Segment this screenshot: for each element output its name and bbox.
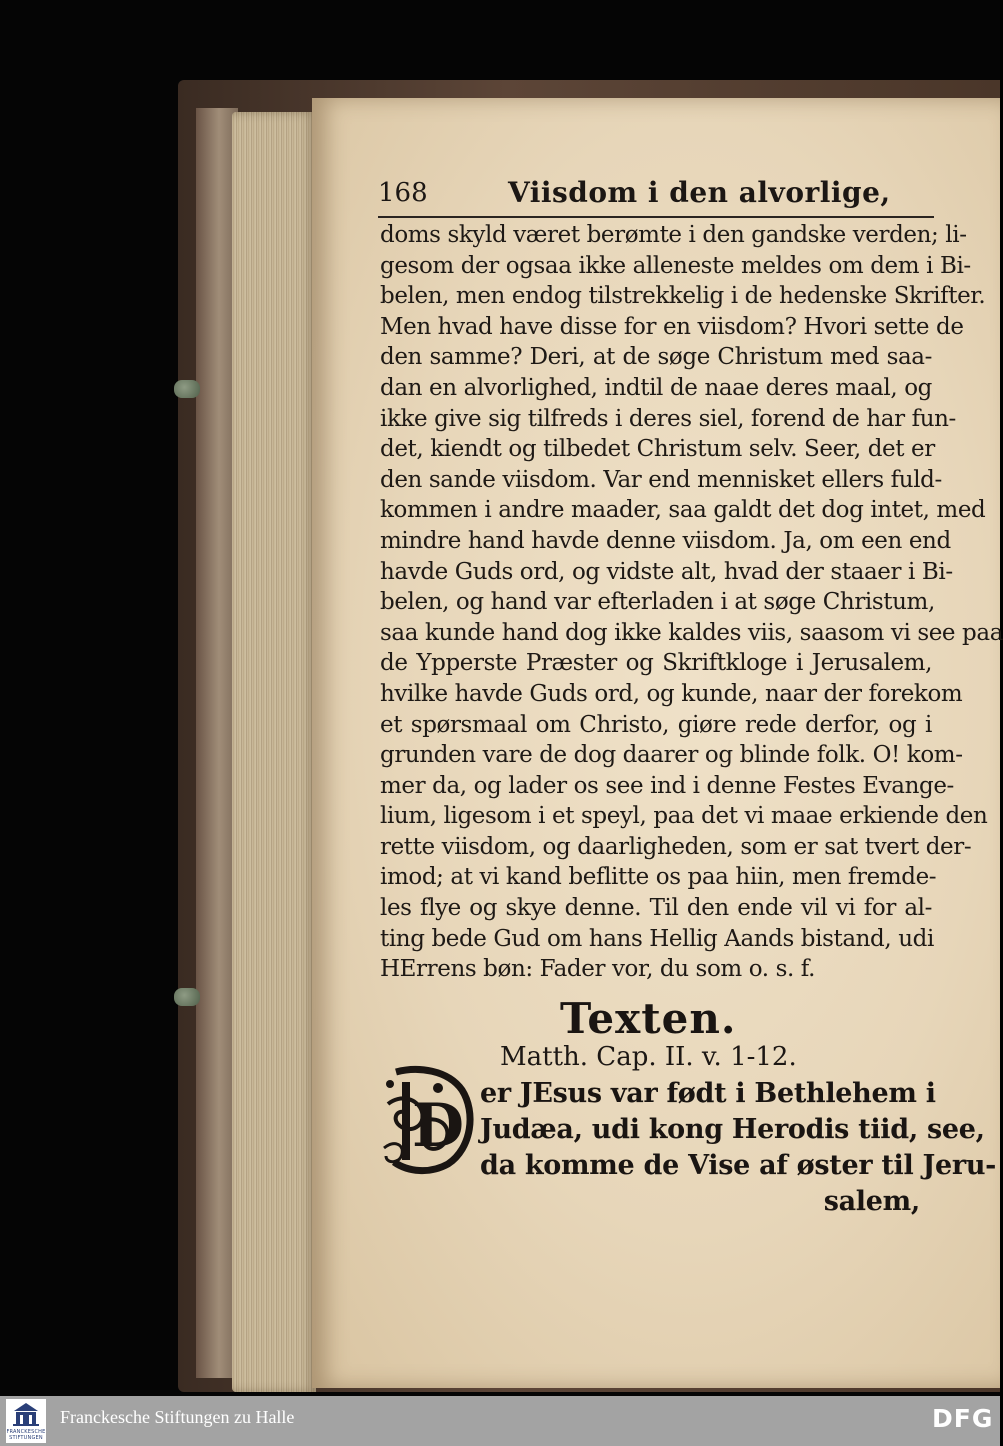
text-line: ikke give sig tilfreds i deres siel, forend de har fun- <box>380 405 956 432</box>
logo-text: STIFTUNGEN <box>9 1435 43 1441</box>
page-number: 168 <box>378 178 428 208</box>
page-edges <box>232 112 316 1392</box>
clasp-bottom <box>174 988 200 1006</box>
running-head <box>378 176 934 216</box>
text-line: saa kunde hand dog ikke kaldes viis, saasom vi see paa <box>380 619 1003 646</box>
text-line: den sande viisdom. Var end mennisket ellers fuld- <box>380 466 942 493</box>
logo-text: FRANCKESCHE <box>6 1429 46 1435</box>
text-line: belen, men endog tilstrekkelig i de hedenske Skrifter. <box>380 283 986 310</box>
drop-cap-letter: D <box>412 1091 465 1161</box>
section-heading: Texten. <box>560 994 737 1043</box>
text-line: rette viisdom, og daarligheden, som er sat tvert der- <box>380 833 972 860</box>
text-line: et spørsmaal om Christo, giøre rede derfor, og i <box>380 711 932 738</box>
text-line: imod; at vi kand beflitte os paa hiin, men fremde- <box>380 864 937 891</box>
text-line: havde Guds ord, og vidste alt, hvad der staaer i Bi- <box>380 558 953 585</box>
text-line: les flye og skye denne. Til den ende vil vi for al- <box>380 895 932 922</box>
text-line: kommen i andre maader, saa galdt det dog intet, med <box>380 497 986 524</box>
verse-line: da komme de Vise af øster til Jeru- <box>480 1150 997 1181</box>
text-line: mindre hand havde denne viisdom. Ja, om een end <box>380 527 951 554</box>
verse-text <box>480 1076 997 1220</box>
dfg-logo[interactable]: DFG <box>932 1404 994 1433</box>
text-line: det, kiendt og tilbedet Christum selv. Seer, det er <box>380 436 935 463</box>
text-line: de Ypperste Præster og Skriftkloge i Jerusalem, <box>380 650 932 677</box>
drop-cap-initial <box>378 1064 478 1176</box>
text-line: gesom der ogsaa ikke alleneste meldes om dem i Bi- <box>380 252 971 279</box>
clasp-top <box>174 380 200 398</box>
text-line: den samme? Deri, at de søge Christum med saa- <box>380 344 932 371</box>
text-line: dan en alvorlighed, indtil de naae deres maal, og <box>380 374 932 401</box>
scripture-reference: Matth. Cap. II. v. 1-12. <box>500 1042 797 1072</box>
text-line: ting bede Gud om hans Hellig Aands bistand, udi <box>380 925 934 952</box>
running-head-title: Viisdom i den alvorlige, <box>508 176 891 209</box>
verse-line: Judæa, udi kong Herodis tiid, see, <box>480 1114 985 1145</box>
institution-name[interactable]: Franckesche Stiftungen zu Halle <box>60 1407 295 1427</box>
verse-line: salem, <box>823 1186 920 1217</box>
institution-logo[interactable] <box>6 1399 46 1443</box>
text-line: belen, og hand var efterladen i at søge Christum, <box>380 589 935 616</box>
building-icon <box>6 1399 46 1429</box>
text-line: Men hvad have disse for en viisdom? Hvori sette de <box>380 313 964 340</box>
text-line: HErrens bøn: Fader vor, du som o. s. f. <box>380 956 816 983</box>
verse-line: er JEsus var født i Bethlehem i <box>480 1078 936 1109</box>
text-line: grunden vare de dog daarer og blinde folk. O! kom- <box>380 742 963 769</box>
header-rule <box>378 216 934 218</box>
text-line: doms skyld været berømte i den gandske verden; li- <box>380 222 967 248</box>
footer-bar <box>0 1396 1000 1446</box>
text-line: hvilke havde Guds ord, og kunde, naar der forekom <box>380 680 963 707</box>
text-line: lium, ligesom i et speyl, paa det vi maae erkiende den <box>380 803 988 830</box>
body-text <box>380 220 1003 985</box>
text-line: mer da, og lader os see ind i denne Festes Evange- <box>380 772 954 799</box>
